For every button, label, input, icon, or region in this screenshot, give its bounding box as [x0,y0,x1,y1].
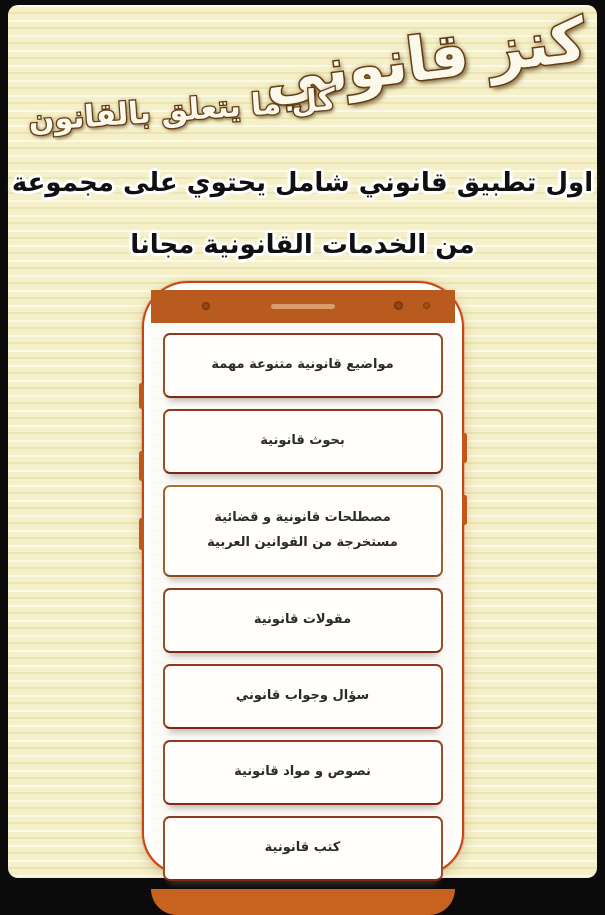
phone-top-bezel [151,290,455,323]
app-tagline: كل ما يتعلق بالقانون [27,82,337,139]
app-title: كنز قانوني [260,5,590,114]
phone-side-button [139,518,144,550]
phone-side-button [462,495,467,525]
phone-bottom-bezel [151,889,455,915]
menu-button-legal-books[interactable]: كتب قانونية [163,816,443,881]
phone-side-button [139,383,144,409]
phone-screen [151,290,455,866]
phone-side-button [462,433,467,463]
menu-button-legal-qa[interactable]: سؤال وجواب قانوني [163,664,443,729]
app-description-line1: اول تطبيق قانوني شامل يحتوي على مجموعة [11,168,594,198]
app-description [8,152,597,276]
menu-button-list [151,323,455,889]
app-description-line2: من الخدمات القانونية مجانا [130,230,475,260]
sensor-icon [423,302,430,309]
menu-button-legal-quotes[interactable]: مقولات قانونية [163,588,443,653]
sensor-icon [394,301,403,310]
page-background [8,5,597,878]
phone-side-button [139,451,144,481]
speaker-icon [271,304,335,309]
menu-button-legal-research[interactable]: بحوث قانونية [163,409,443,474]
menu-button-legal-terms[interactable]: مصطلحات قانونية و قضائية مستخرجة من القوانين العربية [163,485,443,577]
menu-button-legal-topics[interactable]: مواضيع قانونية متنوعة مهمة [163,333,443,398]
phone-mockup [142,281,464,875]
menu-button-legal-texts[interactable]: نصوص و مواد قانونية [163,740,443,805]
front-camera-icon [202,302,210,310]
